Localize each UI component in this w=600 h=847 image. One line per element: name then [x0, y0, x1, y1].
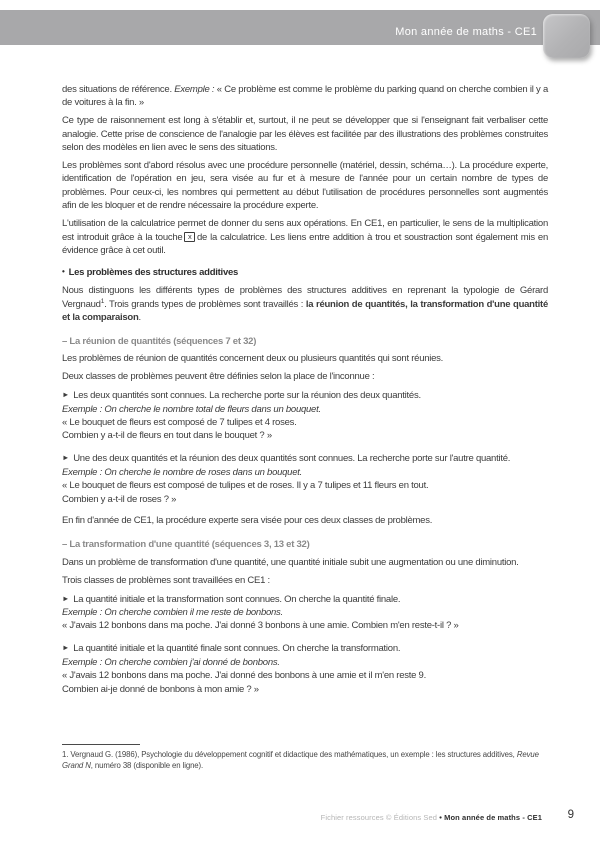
problem-statement: Les deux quantités sont connues. La recherche porte sur la réunion des deux quantités.: [73, 390, 421, 402]
subheading-reunion: – La réunion de quantités (séquences 7 et 32): [62, 335, 257, 347]
footnote-divider: [62, 744, 140, 745]
arrow-bullet-icon: ►: [62, 390, 70, 400]
quote-line: « J'avais 12 bonbons dans ma poche. J'ai donné 3 bonbons à une amie. Combien m'en reste-t-il ? »: [62, 620, 459, 632]
journal-title: Revue Grand N: [62, 750, 539, 770]
paragraph: Deux classes de problèmes peuvent être définies selon la place de l'inconnue :: [62, 371, 375, 383]
arrow-bullet-icon: ►: [62, 453, 70, 463]
example-line: Exemple : On cherche le nombre de roses dans un bouquet.: [62, 466, 303, 478]
page-tab: [543, 14, 590, 58]
paragraph: Dans un problème de transformation d'une quantité, une quantité initiale subit une augmentation ou une diminution.: [62, 556, 519, 568]
problem-block: [62, 641, 548, 696]
paragraph-text: .: [138, 312, 141, 324]
paragraph-text: des situations de référence.: [62, 84, 175, 95]
footnote-reference: 1: [100, 297, 105, 305]
problem-block: [62, 451, 548, 506]
footer-book-title: Mon année de maths - CE1: [441, 813, 542, 822]
footer-credit: Fichier ressources © Éditions Sed: [320, 813, 440, 822]
paragraph-text: Nous distinguons les différents types de problèmes des structures additives en reprenant la typologie de Gérard Vergnaud: [62, 285, 548, 310]
paragraph: [62, 284, 548, 324]
subheading-transformation: – La transformation d'une quantité (séquences 3, 13 et 32): [62, 538, 310, 550]
paragraph: Les problèmes sont d'abord résolus avec une procédure personnelle (matériel, dessin, schéma…). La procédure experte, identification de l'opération en jeu, sera visée au fur et à mesure de l'année pour un certain nombre de types de problèmes. Pour ceux-ci, les nombres qui permettent au début l'utilisation de procédures personnelles sont augmentés afin de les bloquer et de rendre nécessaire la procédure experte.: [62, 160, 548, 212]
footer-separator: •: [439, 813, 442, 822]
emphasized-text: la réunion de quantités, la transformation d'une quantité et la comparaison: [62, 298, 548, 324]
paragraph-text: . Trois grands types de problèmes sont travaillés :: [104, 298, 306, 310]
footnote-text: Vergnaud G. (1986), Psychologie du développement cognitif et didactique des mathématiques, un exemple : les structures additives,: [68, 750, 517, 759]
quote-line: « Le bouquet de fleurs est composé de 7 tulipes et 4 roses.: [62, 417, 297, 429]
paragraph-text: L'utilisation de la calculatrice permet de donner du sens aux opérations. En CE1, en particulier, le sens de la multiplication est introduit grâce à la touche: [62, 218, 548, 243]
paragraph-text: « Ce problème est comme le problème du parking quand on cherche combien il y a de voitures à la fin. »: [62, 84, 549, 109]
paragraph: [62, 217, 548, 257]
problem-block: [62, 592, 548, 633]
footnote: [62, 749, 548, 771]
problem-statement: Une des deux quantités et la réunion des deux quantités sont connues. La recherche porte sur l'autre quantité.: [73, 453, 511, 465]
footer-credit-line: [321, 813, 542, 822]
problem-block: [62, 388, 548, 443]
problem-statement: La quantité initiale et la transformation sont connues. On cherche la quantité finale.: [73, 593, 401, 605]
arrow-bullet-icon: ►: [62, 593, 70, 603]
bullet-icon: •: [62, 267, 65, 277]
section-heading: [62, 265, 548, 279]
paragraph: Les problèmes de réunion de quantités concernent deux ou plusieurs quantités qui sont réunies.: [62, 353, 444, 365]
quote-line: Combien ai-je donné de bonbons à mon amie ? »: [62, 683, 259, 695]
quote-line: « J'avais 12 bonbons dans ma poche. J'ai donné des bonbons à une amie et il m'en reste 9.: [62, 670, 426, 682]
footnote-number: 1.: [62, 750, 69, 759]
content-column: [62, 83, 548, 704]
paragraph: En fin d'année de CE1, la procédure experte sera visée pour ces deux classes de problèmes.: [62, 515, 433, 527]
quote-line: « Le bouquet de fleurs est composé de tulipes et de roses. Il y a 7 tulipes et 11 fleurs en tout.: [62, 480, 429, 492]
example-line: Exemple : On cherche le nombre total de fleurs dans un bouquet.: [62, 403, 321, 415]
paragraph: Trois classes de problèmes sont travaillées en CE1 :: [62, 574, 270, 586]
example-label: Exemple :: [174, 84, 215, 95]
page-number: 9: [567, 809, 574, 821]
header-band: [0, 10, 600, 45]
problem-statement: La quantité initiale et la quantité finale sont connues. On cherche la transformation.: [73, 643, 401, 655]
example-line: Exemple : On cherche combien il me reste de bonbons.: [62, 607, 283, 618]
arrow-bullet-icon: ►: [62, 643, 70, 653]
paragraph: [62, 83, 548, 110]
multiply-key-icon: x: [184, 232, 195, 242]
paragraph: Ce type de raisonnement est long à s'établir et, surtout, il ne peut se développer que si l'enseignant fait verbaliser cette analogie. Cette prise de conscience de l'analogie par les élèves est facilitée par des illustrations des problèmes construites selon des modèles en lien avec le sens des situations.: [62, 115, 548, 154]
footnote-text: , numéro 38 (disponible en ligne).: [90, 761, 204, 770]
quote-line: Combien y a-t-il de roses ? »: [62, 493, 177, 505]
section-heading-label: Les problèmes des structures additives: [68, 267, 239, 279]
quote-line: Combien y a-t-il de fleurs en tout dans le bouquet ? »: [62, 430, 272, 442]
paragraph-text: de la calculatrice. Les liens entre addition à trou et soustraction sont également mis en évidence grâce à cet outil.: [62, 231, 548, 256]
header-title: Mon année de maths - CE1: [395, 26, 537, 38]
example-line: Exemple : On cherche combien j'ai donné de bonbons.: [62, 656, 280, 668]
